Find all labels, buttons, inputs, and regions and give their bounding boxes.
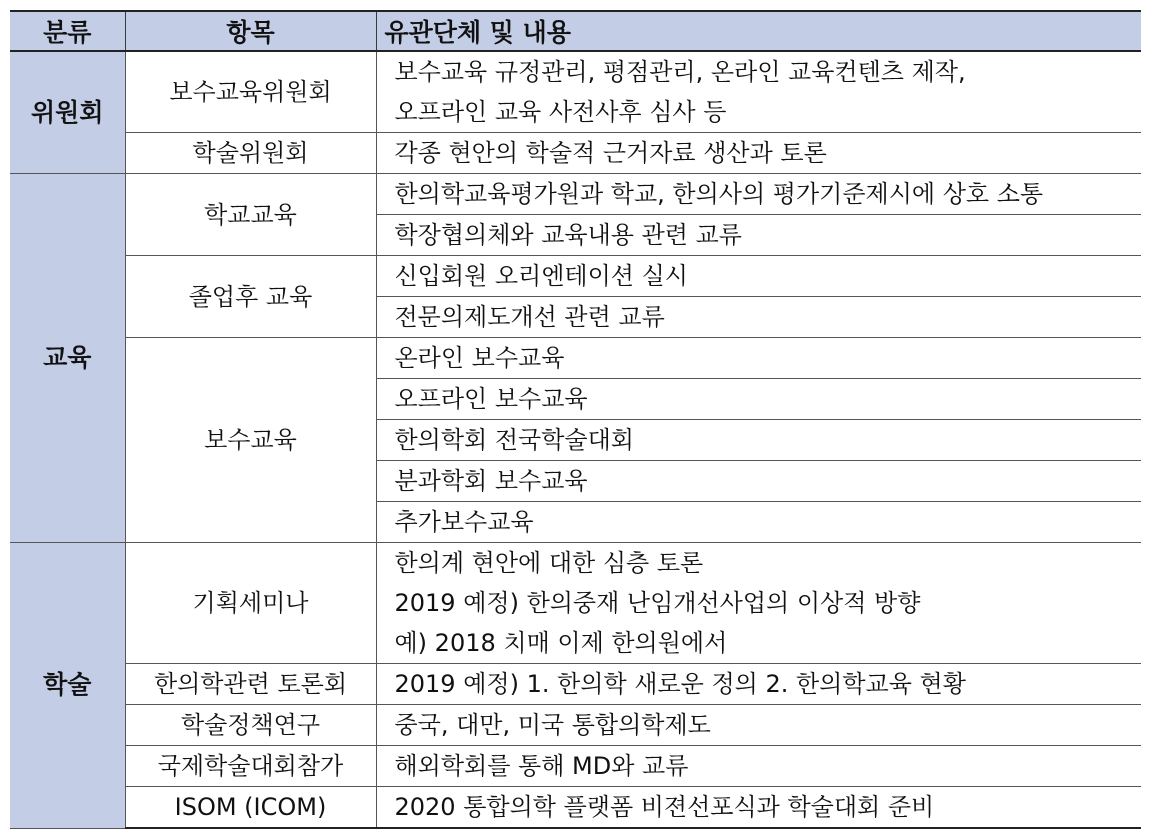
category-committee: 위원회: [10, 51, 125, 174]
content-cell: 신입회원 오리엔테이션 실시: [376, 256, 1141, 297]
table-row: [10, 338, 1141, 379]
item-cell: 학술위원회: [125, 133, 376, 174]
content-cell: 2020 통합의학 플랫폼 비젼선포식과 학술대회 준비: [376, 787, 1141, 829]
content-line: 예) 2018 치매 이제 한의원에서: [394, 629, 728, 657]
header-item: 항목: [125, 11, 376, 51]
content-cell: [376, 51, 1141, 133]
content-cell: [376, 543, 1141, 664]
content-cell: 중국, 대만, 미국 통합의학제도: [376, 705, 1141, 746]
item-cell: 졸업후 교육: [125, 256, 376, 338]
content-cell: 오프라인 보수교육: [376, 379, 1141, 420]
header-row: [10, 11, 1141, 51]
table-row: [10, 51, 1141, 133]
item-cell: 학술정책연구: [125, 705, 376, 746]
item-cell: ISOM (ICOM): [125, 787, 376, 829]
content-cell: 분과학회 보수교육: [376, 461, 1141, 502]
content-cell: 각종 현안의 학술적 근거자료 생산과 토론: [376, 133, 1141, 174]
table-row: [10, 787, 1141, 829]
content-line: 2019 예정) 한의중재 난임개선사업의 이상적 방향: [394, 589, 921, 617]
content-cell: 2019 예정) 1. 한의학 새로운 정의 2. 한의학교육 현황: [376, 664, 1141, 705]
content-line: 한의계 현안에 대한 심층 토론: [394, 549, 704, 577]
item-cell: 학교교육: [125, 174, 376, 256]
organization-table: [10, 10, 1141, 829]
content-line: 오프라인 교육 사전사후 심사 등: [394, 98, 727, 126]
category-academic: 학술: [10, 543, 125, 829]
table-row: [10, 174, 1141, 215]
item-cell: 보수교육: [125, 338, 376, 543]
table-row: [10, 543, 1141, 664]
table-row: [10, 705, 1141, 746]
header-content: 유관단체 및 내용: [376, 11, 1141, 51]
table-row: [10, 133, 1141, 174]
table-row: [10, 664, 1141, 705]
table-row: [10, 256, 1141, 297]
table-row: [10, 746, 1141, 787]
content-cell: 한의학교육평가원과 학교, 한의사의 평가기준제시에 상호 소통: [376, 174, 1141, 215]
item-cell: 한의학관련 토론회: [125, 664, 376, 705]
content-cell: 한의학회 전국학술대회: [376, 420, 1141, 461]
category-education: 교육: [10, 174, 125, 543]
content-cell: 추가보수교육: [376, 502, 1141, 543]
item-cell: 국제학술대회참가: [125, 746, 376, 787]
content-line: 보수교육 규정관리, 평점관리, 온라인 교육컨텐츠 제작,: [394, 58, 966, 86]
header-category: 분류: [10, 11, 125, 51]
content-cell: 전문의제도개선 관련 교류: [376, 297, 1141, 338]
content-cell: 온라인 보수교육: [376, 338, 1141, 379]
content-cell: 학장협의체와 교육내용 관련 교류: [376, 215, 1141, 256]
content-cell: 해외학회를 통해 MD와 교류: [376, 746, 1141, 787]
item-cell: 보수교육위원회: [125, 51, 376, 133]
item-cell: 기획세미나: [125, 543, 376, 664]
